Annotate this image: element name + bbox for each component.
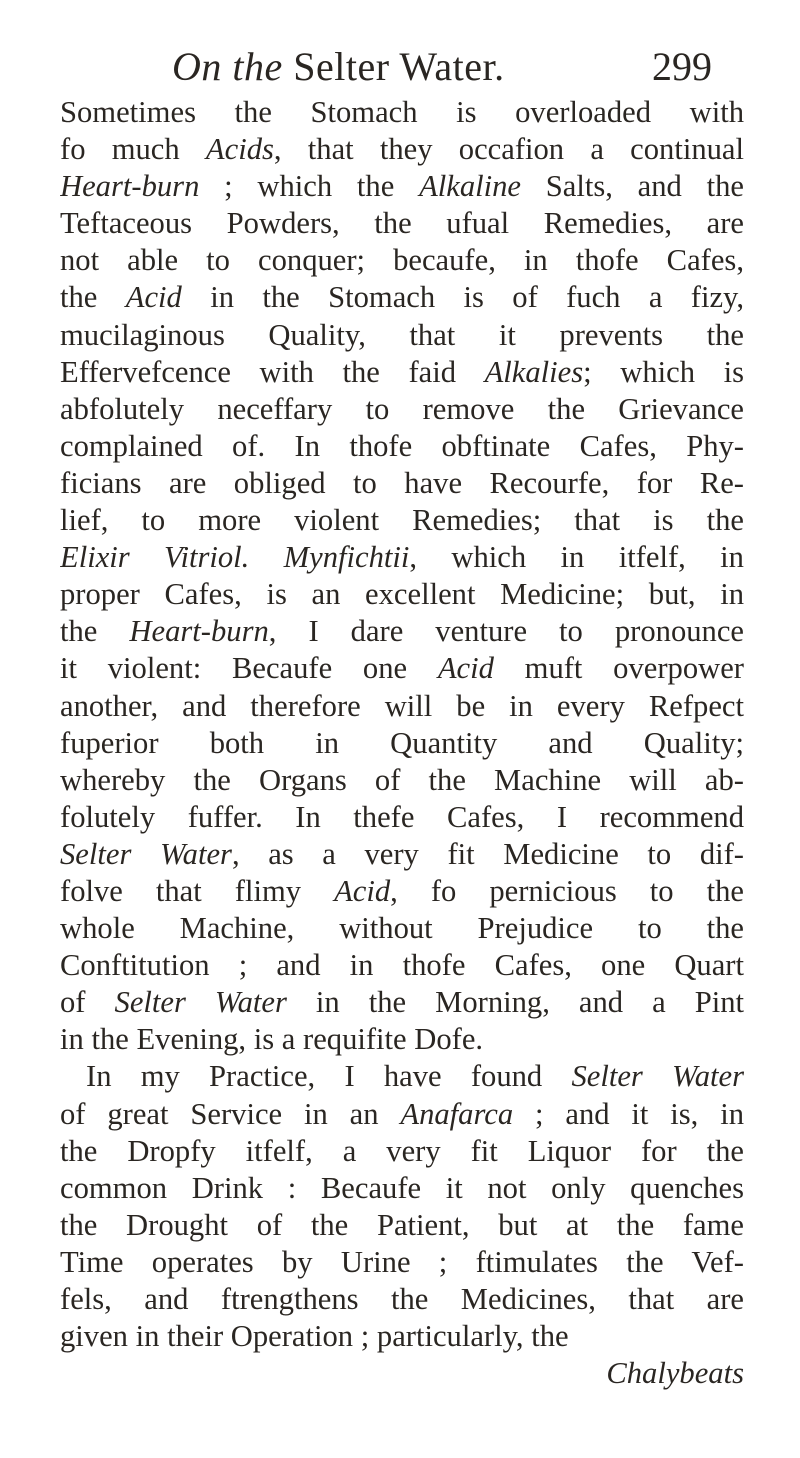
text-run: mucilaginous Quality, that it prevents the (60, 317, 744, 352)
text-line (60, 1170, 744, 1207)
text-line (60, 94, 744, 131)
italic-run: Elixir Vitriol. Mynfichtii (60, 540, 410, 575)
text-line (60, 1058, 744, 1095)
italic-run: Alkalies (484, 354, 584, 389)
italic-run: Heart-burn (60, 169, 200, 204)
text-line (60, 1096, 744, 1133)
text-line (60, 465, 744, 502)
italic-run: Selter Water (114, 985, 287, 1020)
text-line (60, 1355, 744, 1392)
text-line (60, 168, 744, 205)
italic-run: Alkaline (419, 169, 522, 204)
text-run: , that they occafion a continual (273, 132, 744, 167)
text-run: Teftaceous Powders, the ufual Remedies, are (60, 206, 744, 241)
text-run: given in their Operation ; particularly, the (60, 1319, 569, 1354)
text-run: muft overpower (493, 651, 744, 686)
text-line (60, 799, 744, 836)
italic-run: Anafarca (400, 1096, 514, 1131)
text-run: whole Machine, without Prejudice to the (60, 911, 744, 946)
italic-run: Chalybeats (606, 1356, 744, 1391)
text-line (60, 131, 744, 168)
text-run: In my Practice, I have found (86, 1059, 572, 1094)
text-run: ; which is (583, 354, 744, 389)
text-run: folutely fuffer. In thefe Cafes, I recommend (60, 799, 744, 834)
text-run: of great Service in an (60, 1096, 401, 1131)
italic-run: Selter Water (571, 1059, 744, 1094)
text-run: whereby the Organs of the Machine will ab- (60, 762, 744, 797)
text-run: fels, and ftrengthens the Medicines, that are (60, 1282, 744, 1316)
text-line (60, 354, 744, 391)
italic-run: Acid (125, 280, 182, 315)
text-line (60, 1133, 744, 1170)
text-run: the Drought of the Patient, but at the fame (60, 1207, 744, 1242)
text-run: ficians are obliged to have Recourfe, for Re- (60, 465, 744, 500)
text-run: the (60, 614, 130, 649)
text-run: ; and it is, in (513, 1096, 744, 1131)
text-run: folve that flimy (60, 873, 335, 908)
italic-run: Selter Water (60, 836, 232, 871)
text-run: not able to conquer; becaufe, in thofe Cafes, (60, 243, 744, 278)
italic-run: Acid (334, 873, 391, 908)
text-line (60, 1021, 744, 1058)
text-line (60, 317, 744, 354)
text-line (60, 688, 744, 725)
body-text (60, 94, 744, 1392)
text-run: , which in itfelf, in (409, 540, 744, 575)
page-number: 299 (652, 44, 712, 89)
text-run: , I dare venture to pronounce (268, 614, 744, 649)
italic-run: Acid (437, 651, 494, 686)
text-run: another, and therefore will be in every Refpect (60, 688, 744, 723)
text-line (60, 650, 744, 687)
text-run: , as a very fit Medicine to dif- (231, 836, 744, 871)
text-line (60, 1244, 744, 1281)
italic-run: Acids (205, 132, 274, 167)
text-line (60, 1318, 744, 1355)
running-title (172, 42, 505, 92)
text-line (60, 984, 744, 1021)
running-head (60, 42, 740, 92)
text-line (60, 1207, 744, 1244)
text-run: , fo pernicious to the (390, 873, 744, 908)
running-title-italic: On the (172, 44, 283, 89)
text-line (60, 242, 744, 279)
text-line (60, 910, 744, 947)
text-run: it violent: Becaufe one (60, 651, 438, 686)
text-run: ; which the (199, 169, 420, 204)
text-run: Salts, and the (521, 169, 744, 204)
text-run: common Drink : Becaufe it not only quenches (60, 1170, 744, 1205)
text-run: Effervefcence with the faid (60, 354, 485, 389)
text-line (60, 947, 744, 984)
text-line (60, 391, 744, 428)
text-line (60, 873, 744, 910)
text-line (60, 576, 744, 613)
text-run: in the Stomach is of fuch a fizy, (181, 280, 744, 315)
text-line (60, 613, 744, 650)
text-line (60, 205, 744, 242)
text-run: Conftitution ; and in thofe Cafes, one Quart (60, 948, 744, 983)
text-line (60, 836, 744, 873)
text-line (60, 502, 744, 539)
text-line (60, 539, 744, 576)
text-run: lief, to more violent Remedies; that is the (60, 503, 744, 538)
text-run: complained of. In thofe obftinate Cafes, Phy- (60, 428, 744, 463)
text-run: fuperior both in Quantity and Quality; (60, 725, 744, 760)
running-title-roman: Selter Water. (293, 44, 505, 89)
text-run: the Dropfy itfelf, a very fit Liquor for the (60, 1133, 744, 1168)
text-line (60, 279, 744, 316)
text-run: proper Cafes, is an excellent Medicine; but, in (60, 577, 744, 612)
text-run: Sometimes the Stomach is overloaded with (60, 95, 744, 129)
text-run: Time operates by Urine ; ftimulates the Vef- (60, 1244, 744, 1279)
italic-run: Heart-burn (129, 614, 269, 649)
text-run: in the Evening, is a requifite Dofe. (60, 1022, 484, 1057)
text-line (60, 1281, 744, 1318)
text-run: fo much (60, 132, 206, 167)
text-run: of (60, 985, 115, 1020)
text-run: in the Morning, and a Pint (286, 985, 744, 1020)
text-line (60, 762, 744, 799)
text-line (60, 428, 744, 465)
text-line (60, 725, 744, 762)
text-run: the (60, 280, 126, 315)
text-run: abfolutely neceffary to remove the Grievance (60, 391, 744, 426)
